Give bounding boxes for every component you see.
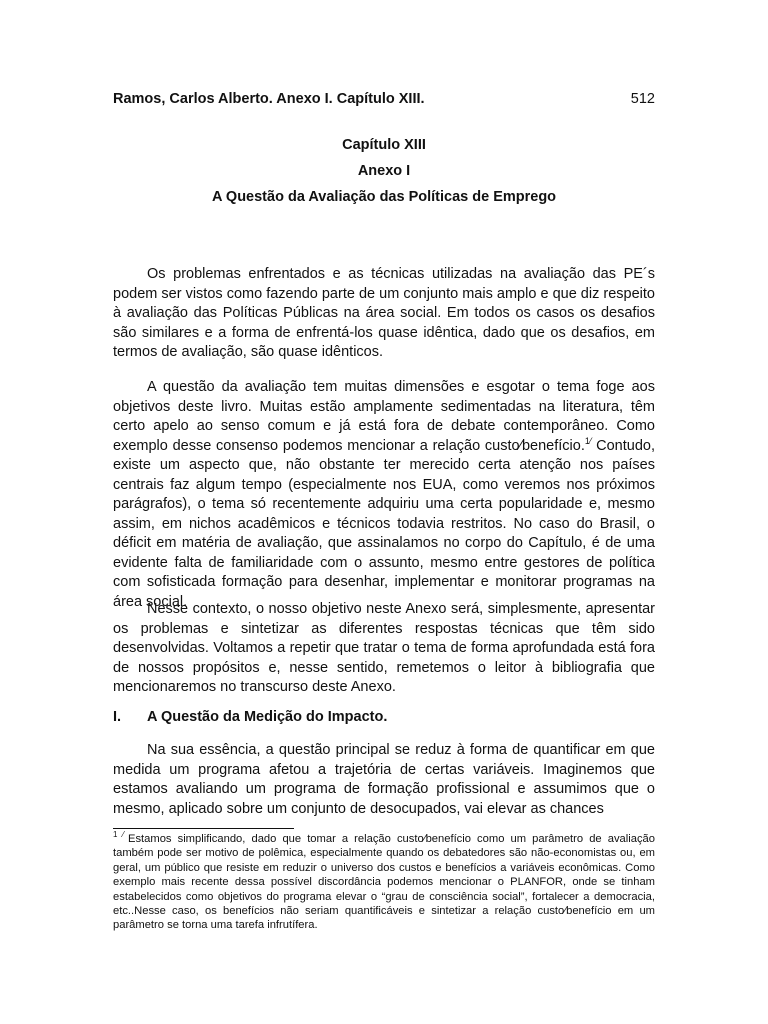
- section-number: I.: [113, 709, 122, 725]
- paragraph-2-part-1: A questão da avaliação tem muitas dimensões e esgotar o tema foge aos objetivos deste livro. Muitas estão amplamente sedimentadas na literatura, têm certo apelo ao senso comum e já está fora de debate contemporâneo. Como exemplo desse consenso podemos mencionar a relação custo⁄benefício.: [113, 379, 655, 454]
- paragraph-2-part-2: Contudo, existe um aspecto que, não obstante ter merecido certa atenção nos países centrais faz algum tempo (especialmente nos EUA, como veremos nos próximos parágrafos), o tema só recentemente adquiriu uma certa popularidade e, mesmo assim, em nichos acadêmicos e técnicos todavia restritos. No caso do Brasil, o déficit em matéria de avaliação, que assinalamos no corpo do Capítulo, é de uma evidente falta de familiaridade com o assunto, mesmo entre gestores de política com sofisticada formação para desenhar, implementar e monitorar programas na área social.: [113, 437, 655, 610]
- section-title: A Questão da Medição do Impacto.: [147, 709, 388, 725]
- paragraph-2: [113, 378, 655, 612]
- header-citation: Ramos, Carlos Alberto. Anexo I. Capítulo XIII.: [113, 91, 425, 107]
- footnote-text: Estamos simplificando, dado que tomar a relação custo⁄benefício como um parâmetro de avaliação também pode ser motivo de polêmica, especialmente quando os debatedores são não-economistas ou, em geral, um público que resiste em reduzir o universo dos custos e benefícios a variáveis econômicas. Como exemplo mais recente dessa possível discordância podemos mencionar o PLANFOR, onde se tinham estabelecidos como objetivos do programa elevar o “grau de consciência social”, fortalecer a democracia, etc..Nesse caso, os benefícios não seriam quantificáveis e sintetizar a relação custo⁄benefício em um parâmetro se torna uma tarefa infrutífera.: [113, 833, 655, 932]
- paragraph-3: Nesse contexto, o nosso objetivo neste Anexo será, simplesmente, apresentar os problemas e sintetizar as diferentes respostas técnicas que têm sido desenvolvidas. Voltamos a repetir que tratar o tema de forma aprofundada está fora de nossos propósitos e, nesse sentido, remetemos o leitor à bibliografia que mencionaremos no transcurso deste Anexo.: [113, 601, 655, 695]
- footnote: [113, 832, 655, 933]
- chapter-title: Capítulo XIII: [342, 137, 426, 153]
- footnote-reference[interactable]: 1⁄: [584, 435, 592, 446]
- paragraph-1: Os problemas enfrentados e as técnicas utilizadas na avaliação das PE´s podem ser vistos como fazendo parte de um conjunto mais amplo e que diz respeito à avaliação das Políticas Públicas na área social. Em todos os casos os desafios são similares e a forma de enfrentá-los quase idêntica, dado que os desafios, em termos de avaliação, são quase idênticos.: [113, 266, 655, 360]
- subject-title: A Questão da Avaliação das Políticas de Emprego: [211, 189, 557, 205]
- section-heading: [113, 707, 655, 727]
- footnote-marker: 1 ⁄: [113, 830, 124, 840]
- page-number: 512: [630, 91, 655, 107]
- footnote-divider: [113, 828, 294, 829]
- annex-title: Anexo I: [357, 163, 411, 179]
- paragraph-4: Na sua essência, a questão principal se reduz à forma de quantificar em que medida um programa afetou a trajetória de certas variáveis. Imaginemos que estamos avaliando um programa de formação profissional e assumimos que o mesmo, aplicado sobre um conjunto de desocupados, vai elevar as chances: [113, 742, 655, 817]
- running-header: [113, 89, 655, 109]
